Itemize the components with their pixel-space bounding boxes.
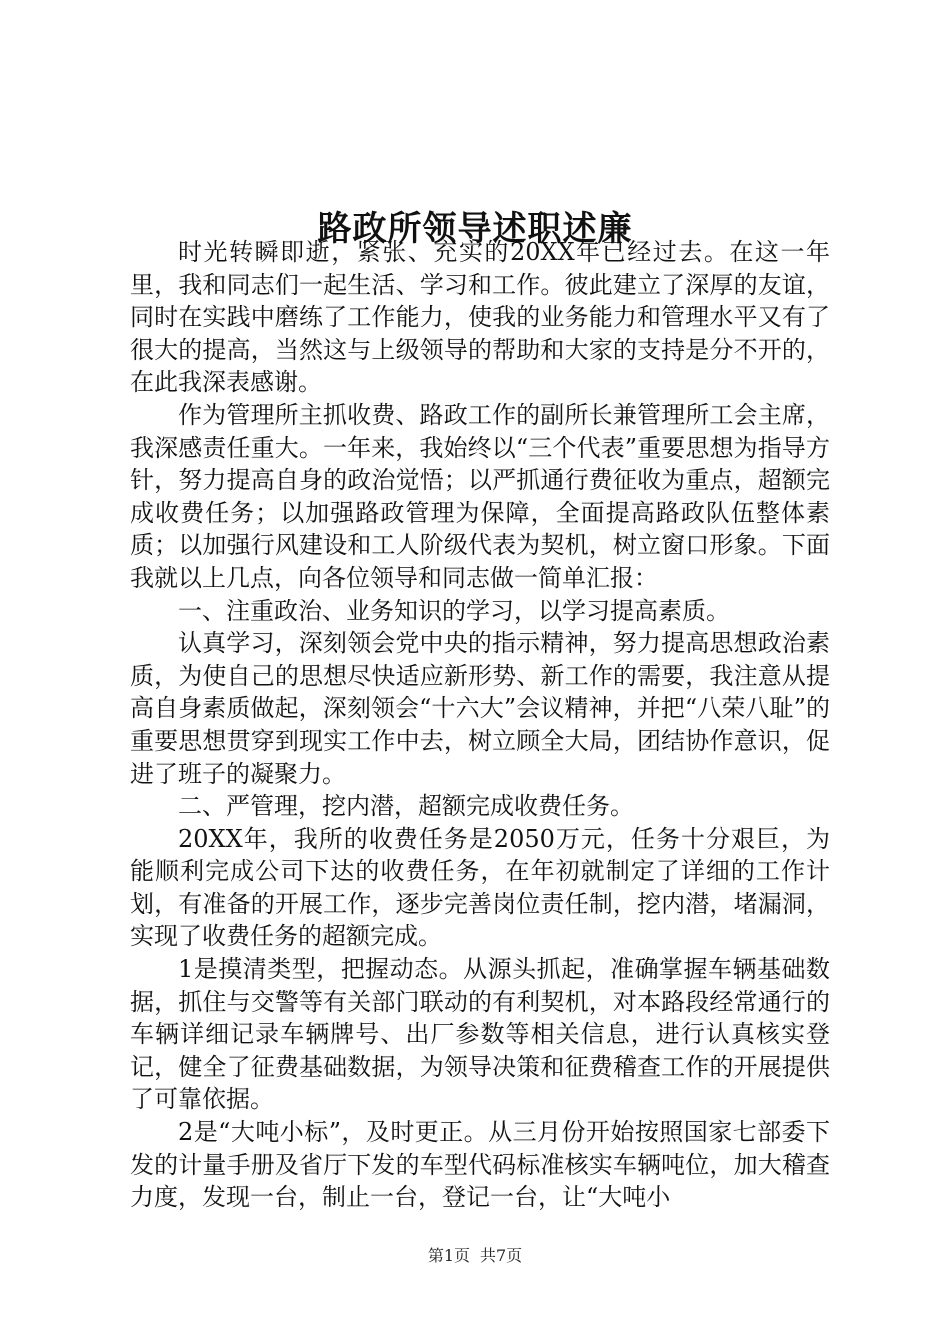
page-total: 共7页 xyxy=(480,1246,523,1265)
paragraph: 时光转瞬即逝，紧张、充实的20XX年已经过去。在这一年里，我和同志们一起生活、学习和工作。彼此建立了深厚的友谊，同时在实践中磨练了工作能力，使我的业务能力和管理水平又有了很大的提高，当然这与上级领导的帮助和大家的支持是分不开的，在此我深表感谢。 xyxy=(130,238,830,397)
document-body xyxy=(130,236,830,1214)
paragraph: 认真学习，深刻领会党中央的指示精神，努力提高思想政治素质，为使自己的思想尽快适应新形势、新工作的需要，我注意从提高自身素质做起，深刻领会“十六大”会议精神，并把“八荣八耻”的重要思想贯穿到现实工作中去，树立顾全大局，团结协作意识，促进了班子的凝聚力。 xyxy=(130,629,830,788)
section-heading: 一、注重政治、业务知识的学习，以学习提高素质。 xyxy=(178,596,730,625)
section-heading: 二、严管理，挖内潜，超额完成收费任务。 xyxy=(178,792,634,821)
paragraph: 1是摸清类型，把握动态。从源头抓起，准确掌握车辆基础数据，抓住与交警等有关部门联动的有利契机，对本路段经常通行的车辆详细记录车辆牌号、出厂参数等相关信息，进行认真核实登记，健全了征费基础数据，为领导决策和征费稽查工作的开展提供了可靠依据。 xyxy=(130,955,830,1114)
document-title: 路政所领导述职述廉 xyxy=(317,208,633,249)
page-footer xyxy=(0,1244,950,1268)
page-number: 第1页 xyxy=(427,1246,470,1265)
paragraph: 20XX年，我所的收费任务是2050万元，任务十分艰巨，为能顺利完成公司下达的收费任务，在年初就制定了详细的工作计划，有准备的开展工作，逐步完善岗位责任制，挖内潜，堵漏洞，实现了收费任务的超额完成。 xyxy=(130,824,830,951)
paragraph: 作为管理所主抓收费、路政工作的副所长兼管理所工会主席，我深感责任重大。一年来，我始终以“三个代表”重要思想为指导方针，努力提高自身的政治觉悟；以严抓通行费征收为重点，超额完成收费任务；以加强路政管理为保障，全面提高路政队伍整体素质；以加强行风建设和工人阶级代表为契机，树立窗口形象。下面我就以上几点，向各位领导和同志做一简单汇报： xyxy=(130,400,830,592)
paragraph: 2是“大吨小标”，及时更正。从三月份开始按照国家七部委下发的计量手册及省厅下发的车型代码标准核实车辆吨位，加大稽查力度，发现一台，制止一台，登记一台，让“大吨小 xyxy=(130,1118,830,1212)
